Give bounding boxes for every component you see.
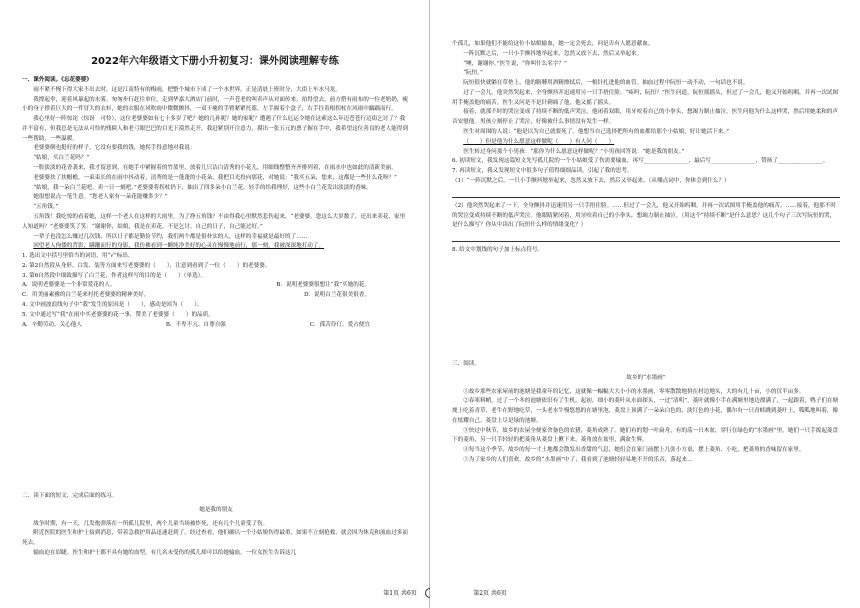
paragraph: ③快过中秋节，故乡的农屋全便家舍备色的农猪，菱角成熟了。她们有的划一叶扁舟，有的荡一只木盆，穿行在绿色的“水墨画”里，她们一只手拨起菱盘下的菱角，另一只手轻轻的把菱角从菱盘上揪下来，菱角放在盆里，满盆生辉。 bbox=[452, 427, 839, 444]
question-1: 1. 选出文中括号里恰当的词语，用“√”标出。 bbox=[22, 253, 134, 260]
paragraph: “姑娘，我一朵白兰花吧。卖一日一刻吧。”老婆婆将拐杖扔下，抽出了四多朵小白兰花，轻手的给我理好，这些小白兰花发出淡淡的香味。 bbox=[33, 184, 372, 191]
paragraph: 一股淡淡的花香袭来，我才留意到，在她手中紧握着的竹蓝里，放着几只洁白清秀的小花儿，用细线整整齐齐排列着，在雨水中也如此的清新美丽。 bbox=[33, 165, 397, 172]
question-8: 8. 给文中划线的句子加上标点符号。 bbox=[452, 247, 544, 254]
paragraph: “噢，谢谢你。”医生说，“你叫什么名字？” bbox=[463, 60, 567, 67]
paragraph: 我撑起伞，迎着风暴起的水雾。匆匆步行赶往单位。走到华嘉大酒店门前时，一声苍老的叫卖声从对面传来，拍得望去，前方搭有雨布的一位老奶奶，瘦小的身子撑着巨大的一件冒大的衣衫，她的衣服在风吹雨中微微颤抖，一双干瘪的手臂紧紧托篮，左手握着个盒子，右手拄着根拐杖在风雨中踽踽而行。 bbox=[22, 96, 408, 113]
paragraph: 一辈子也没怎么赚过几次钱，所以日子都是勤俭节约，我们两个都是很朴实的人，这样的幸福就是最好的了…… bbox=[33, 233, 308, 240]
paragraph: ②春寒料峭，过了一个冬的池塘依旧有了生机。起初，细小的菱叶从水面探头，一过“清明”，菱叶就像小手在满塘里地边漂满了，一起跟着，鸭子们在塘埂上吃着青草，老牛在野地吃草，一头老水牛慢悠悠的在塘里泡，菱盘上顶满了一朵朵白色的、淡红色的小花，偶尔有一只青蛙跳到菱叶上，呱呱地叫着，像在炫耀自己。菱盘上尽是绿的池塘。 bbox=[452, 398, 839, 424]
paragraph: 我心里好一阵惊诧（惊讶 可怜），这位老婆婆如有七十多岁了吧？她的几孙呢？她的家呢？遭遇了什么厄运令她在这索这么年迈苍苍行迈街乞讨了？我并不富有，但我总是无法从可怜的残障人和老弓眼巴巴的目光下漠然走开，我赶紧别开注意力，摸出一张五元的票子握在手中，我希望这位善良的老人能得到一些帮助，一些温暖。 bbox=[22, 116, 408, 142]
option-c[interactable]: C．用美丽素雅的白兰花来衬托老婆婆的精神美好。 bbox=[22, 292, 150, 299]
question-2: 2. 第2自然段从身形、白发、装等方面来写老婆婆的（ ），注意到看到了一位（ ）的老婆婆。 bbox=[22, 262, 271, 269]
paragraph: 个孤儿，如果他们不能给这位小姑娘输血，她一定会死去，问是否有人愿意献血。 bbox=[452, 41, 654, 47]
paragraph: 战争时期，有一天，几发炮弹落在一所孤儿院里，两个儿童当场被炸死，还有几个儿童受了伤。 bbox=[33, 520, 269, 527]
question-7-1: （1）“一阵沉默之后，一只小手颤抖地举起来，忽然又放下去，然后又举起来。（从哪点词中，你体会到什么？） bbox=[452, 177, 730, 184]
story-title: 她是我的朋友 bbox=[199, 506, 233, 513]
paragraph: 过了一会儿，他突然哭起来，全身颤抖并迅速用另一只手捂住脸。“疼吗，阮恒？”医生问道。阮恒摇摇头，但过了一会儿，他又开始呜咽，并再一次试图用手掩盖他的痛苦。医生又问是不是针刺痛了他，他又摇了摇头。 bbox=[452, 89, 839, 106]
question-6: 6. 初读短文，我发现这篇短文先写孤儿院的一个小姑娘受了伤需要输血，再写________________，最后写________________，赞扬了________________。 bbox=[452, 158, 829, 165]
options-row bbox=[22, 281, 410, 291]
paragraph: “阮恒。” bbox=[463, 70, 483, 77]
paragraph: 阮恒很快就躺在草垫上，他的胳膊用酒精擦拭后，一根针扎进他的血管。抽血过程中阮恒一动不动，一句话也不说。 bbox=[463, 80, 749, 87]
paragraph: 五角钱！我吃惊的看着她，这样一个老人在这样的大雨里，为了挣五角钱？不由得我心里默然悲伤起来，“老婆婆，您这么大岁数了，还出来卖花，家里人知道吗？”老婆婆笑了笑：“谢谢你，姑娘，我是在卖花，不是乞讨。自己的日子，自己能过好。” bbox=[22, 213, 406, 230]
paragraph: 她很想说点一笔生意。“您老人家有一朵花能赚多少？” bbox=[33, 194, 168, 201]
paragraph: 老婆婆倒也挺好的样子，它没有要我的钱，她拐手得意地对我说： bbox=[33, 145, 196, 152]
page-number: 第1页 共6页 bbox=[383, 590, 417, 597]
options-row bbox=[22, 291, 410, 301]
question-7-2: （2）他突然哭起来了一下，全身颤抖并迅速用另一只手捂住脸。……但过了一会儿，他又开始呜咽，并再一次试图用手掩盖他的痛苦。……接着，他那不时的哭泣变成持续不断的低声哭泣。他眼睛紧闭着，用牙咬着自己的小拳头，想竭力制止抽泣。（用这个“持续不断”是什么意思？这几个句子三次写阮恒的哭，是什么描写？你从中读出了阮恒什么样的情绪变化？） bbox=[452, 202, 836, 229]
section-heading: 二、读下面的短文，完成后面的练习。 bbox=[22, 493, 118, 499]
paragraph: 老婆婆扶了扶帽檐，一束束长的在雨中抖动着，清秀的是一蓬蓬的小花朵，我把目光投向那花，对她说：“我买五朵，您来，这都是一些什么花呀？” bbox=[33, 174, 397, 181]
paragraph: 医生转过身问那个小男孩：“那你为什么愿意这样做呢？”小男孩回答说：“她是我的朋友。” bbox=[463, 148, 685, 155]
option-b[interactable]: B．不卑不亢、自尊自强 bbox=[165, 321, 226, 328]
option-b[interactable]: B．说明老婆婆很想让“我”买她的花。 bbox=[276, 282, 370, 289]
section-heading: 一、课外阅读。《忘花婆婆》 bbox=[22, 77, 92, 83]
paragraph: “五角钱。” bbox=[33, 204, 59, 211]
section-1 bbox=[22, 76, 410, 330]
paragraph: ④每当这个季节，故乡的每一寸土地都会散发出香甜的气息，她们会在家门前摆上几张小方桌，摆上菱角、小吃，把菱角的香味留在家里。 bbox=[463, 447, 805, 454]
paragraph: 附近医院的医生和护士接到消息，带着急救护用品迅速赶到了。经过查看，他们确认一个小姑娘伤得最重，如果不立刻抢救，就会因为休克和流血过多而死去。 bbox=[22, 530, 408, 547]
section-heading: 三、阅读。 bbox=[452, 361, 480, 367]
question-4: 4. 文中画波浪线句子中“我”发生的原因是（ ），感动是因为（ ）。 bbox=[22, 301, 203, 308]
paragraph: ①故乡那些农家屋前的池塘是我童年的记忆，这就像一幅幅大大小小的水墨画，零零散散地拼在村边地头，大的有几十亩，小的仅半亩多。 bbox=[463, 388, 805, 395]
story-title: 故乡的“水墨画” bbox=[626, 374, 666, 381]
section-2 bbox=[22, 492, 410, 559]
underlined-sentence: （ ）但是他为什么愿意这样做呢（ ）有人问（ ） bbox=[463, 138, 615, 145]
question-5: 5. 文中通过写“我”在雨中买老婆婆的花一事，赞美了老婆婆（ ）的品质。 bbox=[22, 311, 214, 318]
option-a[interactable]: A．辛勤劳动、关心他人 bbox=[22, 321, 82, 328]
paragraph: “姑娘，买白兰花吗？” bbox=[33, 155, 90, 162]
question-7: 7. 再读短文，我又发现短文中很多句子值得细细品读，引起了我的思考。 bbox=[452, 168, 633, 175]
paragraph: ⑤为了家乡的人们喜欢，故乡的“水墨画”中了；我看到了池塘轻轻易地不开的乐音，落起来… bbox=[463, 457, 693, 464]
page-title: 2022年六年级语文下册小升初复习：课外阅读理解专练 bbox=[91, 56, 339, 67]
paragraph: 接着，就那不时的哭泣变成了持续不断的低声哭泣。他闭着双眼，用牙咬着自己的小拳头，想竭力制止抽泣。医生问他为什么这样哭，然后用她柔和的声音安慰他。男孩立刻停止了哭泣，好像被什么事情没有发生一样。 bbox=[452, 109, 838, 126]
paragraph: 医生对周围的人说：“他是以为自己就要死了。他想当自己选择把所有的血都给那个小姑娘，好让她活下来。” bbox=[463, 129, 730, 136]
options-row bbox=[22, 321, 410, 331]
wavy-underlined-paragraph: 回望老人佝偻的背影，蹒跚而行的身影，我仿佛看到一颗纯净美好的心灵在慢慢地前行，那一刻，我被深深地打动了。 bbox=[33, 243, 325, 250]
page-number: 第2页 共6页 bbox=[473, 590, 507, 597]
section-2-continued bbox=[452, 40, 840, 256]
question-3: 3. 第6自然段中细致描写了白兰花，作者这样写的目的是（ ）（单选）。 bbox=[22, 272, 207, 279]
page-right bbox=[430, 0, 860, 608]
paragraph: 输血迫在眉睫。医生和护士都不具有她的血型。有几名未受伤的孤儿却可以给她输血。一位女医生告诉这几 bbox=[33, 549, 297, 556]
answer-line[interactable] bbox=[452, 187, 840, 198]
section-3 bbox=[452, 360, 840, 466]
option-d[interactable]: D．说明白兰花很美很香。 bbox=[303, 292, 370, 299]
paragraph: 一阵沉默之后，一只小手颤抖地举起来，忽然又放下去，然后又举起来。 bbox=[463, 50, 643, 57]
answer-line[interactable] bbox=[452, 231, 840, 242]
option-a[interactable]: A．说明老婆婆是一个非常爱花的人。 bbox=[22, 282, 116, 289]
option-c[interactable]: C．孤苦伶仃、爱占便宜 bbox=[309, 321, 370, 328]
paragraph: 雨不紧不慢下得大家不出去时，这是江南特有的梅雨，把整个城市下成了一个水世界。正是清晨上班时分，大街上车水马龙。 bbox=[33, 86, 341, 93]
